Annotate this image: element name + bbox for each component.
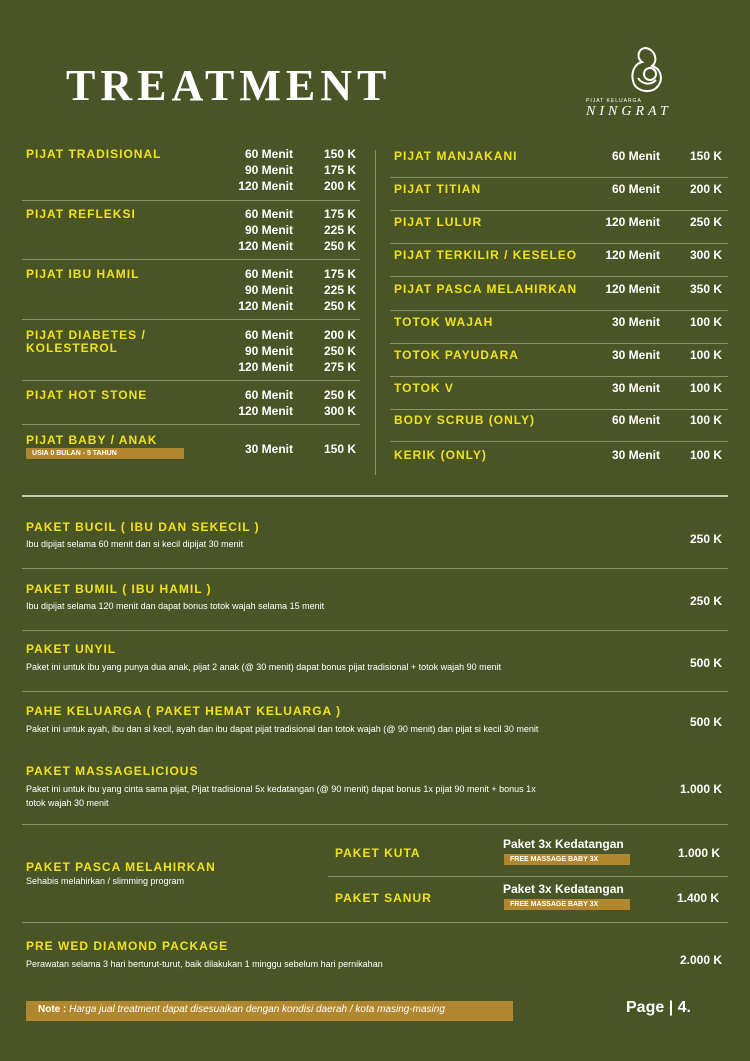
treatment-price: 275 K: [323, 360, 356, 374]
footer-note: [26, 1001, 513, 1021]
treatment-price: 225 K: [323, 223, 356, 237]
treatment-duration: 90 Menit: [244, 344, 293, 358]
treatment-row: [222, 344, 356, 360]
treatment-duration: 60 Menit: [611, 413, 660, 427]
treatment-group: [22, 381, 360, 425]
treatment-name: PIJAT TRADISIONAL: [26, 147, 162, 161]
treatment-name: TOTOK PAYUDARA: [394, 348, 519, 362]
treatment-duration: 60 Menit: [611, 182, 660, 196]
package-price: 2.000 K: [679, 953, 722, 967]
treatment-price: 250 K: [323, 344, 356, 358]
treatment-duration: 120 Menit: [238, 239, 293, 253]
treatment-name: PIJAT DIABETES /: [26, 328, 146, 342]
treatment-price: 175 K: [323, 207, 356, 221]
treatment-name: PIJAT TITIAN: [394, 182, 482, 196]
package-price: 500 K: [689, 656, 722, 670]
treatment-row: [222, 283, 356, 299]
treatment-row: [222, 360, 356, 376]
brand-logo: [586, 44, 706, 126]
treatment-duration: 30 Menit: [611, 381, 660, 395]
sub-package-visits: Paket 3x Kedatangan: [503, 882, 624, 896]
treatment-name: PIJAT REFLEKSI: [26, 207, 136, 221]
treatment-price: 150 K: [689, 149, 722, 163]
treatment-row: [222, 147, 356, 163]
treatment-name: PIJAT TERKILIR / KESELEO: [394, 248, 578, 262]
treatment-name: PIJAT LULUR: [394, 215, 483, 229]
package-description: Paket ini untuk ayah, ibu dan si kecil, ayah dan ibu dapat pijat tradisional dan totok wajah (@ 90 menit) dan pijat si kecil 30 menit: [26, 724, 539, 734]
treatment-row: [222, 328, 356, 344]
page-title: TREATMENT: [66, 61, 392, 110]
treatment-duration: 60 Menit: [611, 149, 660, 163]
package-name: PAKET MASSAGELICIOUS: [26, 764, 199, 778]
treatment-row: [390, 377, 728, 410]
treatment-duration: 120 Menit: [238, 404, 293, 418]
treatment-row: [390, 409, 728, 442]
treatment-duration: 120 Menit: [605, 248, 660, 262]
note-text: Harga jual treatment dapat disesuaikan dengan kondisi daerah / kota masing-masing: [66, 1004, 445, 1015]
package-name: PAKET UNYIL: [26, 642, 117, 656]
treatment-price: 100 K: [689, 315, 722, 329]
treatment-duration: 120 Menit: [605, 282, 660, 296]
treatment-group: [22, 320, 360, 381]
treatment-price: 250 K: [689, 215, 722, 229]
free-massage-badge: FREE MASSAGE BABY 3X: [504, 899, 630, 910]
treatment-price: 300 K: [689, 248, 722, 262]
package-description: Ibu dipijat selama 120 menit dan dapat bonus totok wajah selama 15 menit: [26, 601, 325, 611]
section-divider: [22, 495, 728, 497]
treatment-name: TOTOK WAJAH: [394, 315, 494, 329]
treatment-row: [222, 239, 356, 255]
package-price: 250 K: [689, 532, 722, 546]
row-divider: [22, 922, 728, 923]
treatment-duration: 90 Menit: [244, 283, 293, 297]
package-name: PAKET PASCA MELAHIRKAN: [26, 860, 216, 874]
treatment-price: 100 K: [689, 413, 722, 427]
treatment-price: 225 K: [323, 283, 356, 297]
treatment-name-line2: KOLESTEROL: [26, 341, 119, 355]
treatment-name: PIJAT BABY / ANAK: [26, 433, 158, 447]
treatment-price: 100 K: [689, 448, 722, 462]
note-label: Note :: [38, 1004, 67, 1015]
treatment-duration: 120 Menit: [238, 179, 293, 193]
package-price: 500 K: [689, 715, 722, 729]
treatment-row: [390, 145, 728, 178]
treatment-price: 200 K: [323, 328, 356, 342]
treatment-duration: 30 Menit: [611, 348, 660, 362]
logo-brand: NINGRAT: [586, 104, 672, 119]
row-divider: [22, 824, 728, 825]
treatment-price: 350 K: [689, 282, 722, 296]
treatment-row: [390, 178, 728, 211]
treatment-duration: 60 Menit: [244, 328, 293, 342]
treatment-group: [22, 260, 360, 320]
row-divider: [22, 630, 728, 631]
package-description: Paket ini untuk ibu yang cinta sama pijat, Pijat tradisional 5x kedatangan (@ 90 menit) dapat bonus 1x pijat 90 menit + bonus 1x: [26, 784, 536, 794]
row-divider: [328, 876, 728, 877]
package-name: PRE WED DIAMOND PACKAGE: [26, 939, 229, 953]
treatment-row: [390, 344, 728, 377]
treatment-name: PIJAT PASCA MELAHIRKAN: [394, 282, 578, 296]
package-price: 1.000 K: [679, 782, 722, 796]
treatment-duration: 30 Menit: [611, 448, 660, 462]
treatment-price: 300 K: [323, 404, 356, 418]
treatment-row: [222, 388, 356, 404]
treatment-name: BODY SCRUB (ONLY): [394, 413, 536, 427]
sub-package-visits: Paket 3x Kedatangan: [503, 837, 624, 851]
row-divider: [22, 691, 728, 692]
treatment-duration: 30 Menit: [611, 315, 660, 329]
treatment-price: 250 K: [323, 299, 356, 313]
treatment-price: 175 K: [323, 267, 356, 281]
treatment-row: [390, 244, 728, 277]
sub-package-price: 1.400 K: [677, 891, 720, 905]
package-description: Ibu dipijat selama 60 menit dan si kecil dipijat 30 menit: [26, 539, 244, 549]
treatment-row: [222, 267, 356, 283]
sub-package-name: PAKET KUTA: [335, 846, 421, 860]
age-badge: USIA 0 BULAN - 5 TAHUN: [26, 448, 184, 459]
treatment-row: [222, 179, 356, 195]
treatment-duration: 60 Menit: [244, 147, 293, 161]
package-description: Sehabis melahirkan / slimming program: [26, 876, 185, 886]
package-name: PAHE KELUARGA ( PAKET HEMAT KELUARGA ): [26, 704, 342, 718]
treatment-price: 200 K: [323, 179, 356, 193]
treatment-duration: 120 Menit: [605, 215, 660, 229]
treatment-name: PIJAT HOT STONE: [26, 388, 148, 402]
treatment-duration: 60 Menit: [244, 267, 293, 281]
treatment-duration: 60 Menit: [244, 388, 293, 402]
treatment-group: [22, 425, 360, 470]
treatment-price: 100 K: [689, 381, 722, 395]
treatment-price: 150 K: [323, 147, 356, 161]
treatment-price: 100 K: [689, 348, 722, 362]
treatment-duration: 90 Menit: [244, 163, 293, 177]
treatment-row: [390, 311, 728, 344]
treatment-group: [22, 145, 360, 201]
treatment-price: 200 K: [689, 182, 722, 196]
package-price: 250 K: [689, 594, 722, 608]
package-name: PAKET BUCIL ( IBU DAN SEKECIL ): [26, 520, 260, 534]
treatment-name: KERIK (ONLY): [394, 448, 487, 462]
treatment-name: PIJAT MANJAKANI: [394, 149, 518, 163]
treatment-name: PIJAT IBU HAMIL: [26, 267, 140, 281]
treatment-name: TOTOK V: [394, 381, 454, 395]
package-description-line2: totok wajah 30 menit: [26, 798, 109, 808]
package-name: PAKET BUMIL ( IBU HAMIL ): [26, 582, 212, 596]
treatment-row: [222, 207, 356, 223]
treatment-price: 250 K: [323, 239, 356, 253]
treatment-row: [222, 163, 356, 179]
sub-package-price: 1.000 K: [678, 846, 721, 860]
treatment-price: 150 K: [323, 442, 356, 456]
sub-package-name: PAKET SANUR: [335, 891, 432, 905]
package-description: Perawatan selama 3 hari berturut-turut, baik dilakukan 1 minggu sebelum hari pernikahan: [26, 959, 383, 969]
treatment-duration: 60 Menit: [244, 207, 293, 221]
page-number: Page | 4.: [626, 999, 691, 1016]
treatment-group: [22, 201, 360, 260]
treatment-row: [222, 223, 356, 239]
mother-child-logo-icon: [624, 44, 668, 96]
package-description: Paket ini untuk ibu yang punya dua anak, pijat 2 anak (@ 30 menit) dapat bonus pijat tradisional + totok wajah 90 menit: [26, 662, 502, 672]
treatment-row: [390, 211, 728, 244]
treatment-duration: 120 Menit: [238, 360, 293, 374]
treatment-row: [390, 442, 728, 475]
treatment-duration: 90 Menit: [244, 223, 293, 237]
treatment-row: [390, 278, 728, 311]
free-massage-badge: FREE MASSAGE BABY 3X: [504, 854, 630, 865]
treatment-price: 175 K: [323, 163, 356, 177]
treatment-row: [222, 404, 356, 420]
treatment-row: [222, 442, 356, 458]
treatment-row: [222, 299, 356, 315]
column-divider: [375, 150, 376, 475]
logo-subtitle: PIJAT KELUARGA: [586, 98, 642, 104]
treatment-duration: 120 Menit: [238, 299, 293, 313]
row-divider: [22, 568, 728, 569]
treatment-duration: 30 Menit: [244, 442, 293, 456]
treatment-price: 250 K: [323, 388, 356, 402]
